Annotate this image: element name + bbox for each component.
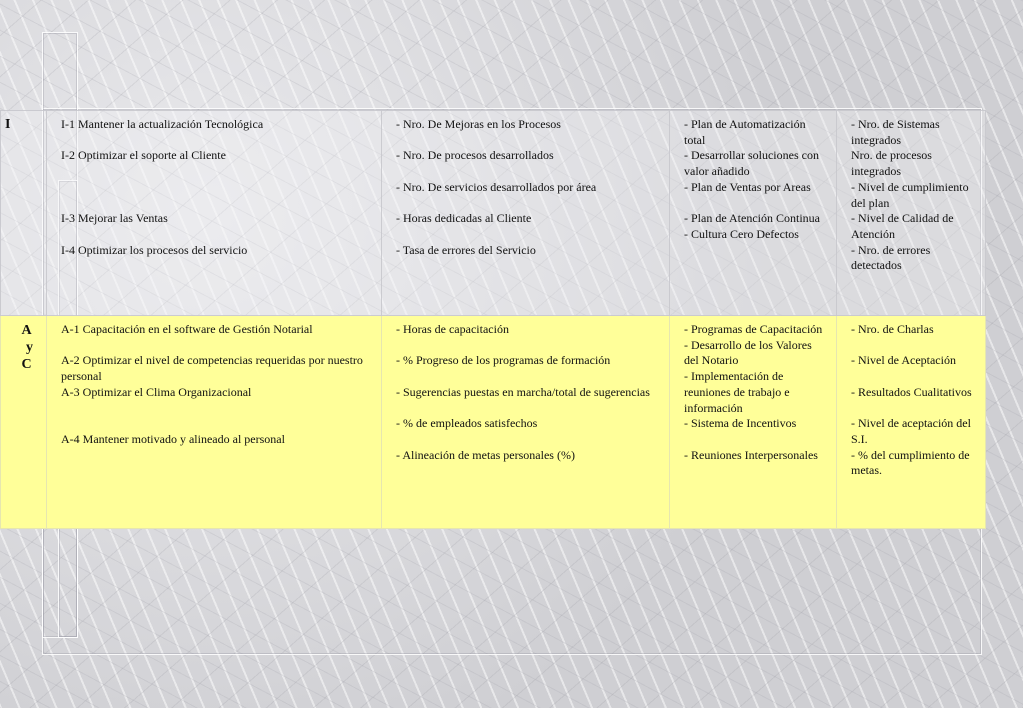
indicator-a2: - Nivel de Aceptación (851, 353, 956, 368)
metric-i5: - Tasa de errores del Servicio (396, 242, 536, 257)
metric-i3: - Nro. De servicios desarrollados por área (396, 179, 597, 194)
action-i4: - Plan de Atención Continua (684, 211, 820, 226)
objective-a4: A-4 Mantener motivado y alineado al personal (61, 431, 285, 446)
indicator-i1: - Nro. de Sistemas integrados (851, 117, 940, 147)
metric-a1: - Horas de capacitación (396, 322, 509, 336)
metric-a2: - % Progreso de los programas de formación (396, 353, 611, 368)
actions-cell (670, 316, 837, 529)
indicator-a4: - Nivel de aceptación del S.I. (851, 416, 971, 446)
metrics-cell (382, 316, 670, 529)
indicator-a3: - Resultados Cualitativos (851, 384, 972, 399)
action-a3: - Implementación de reuniones de trabajo e información (684, 369, 790, 415)
table-row-i (1, 111, 986, 316)
strategy-table (0, 110, 986, 529)
objective-a1: A-1 Capacitación en el software de Gestión Notarial (61, 322, 313, 336)
objective-i2: I-2 Optimizar el soporte al Cliente (61, 148, 226, 163)
action-a2: - Desarrollo de los Valores del Notario (684, 337, 812, 368)
action-i3: - Plan de Ventas por Areas (684, 179, 811, 194)
objectives-cell (47, 111, 382, 316)
metric-a4: - % de empleados satisfechos (396, 416, 538, 431)
objective-a3: A-3 Optimizar el Clima Organizacional (61, 384, 252, 399)
action-i1: - Plan de Automatización total (684, 117, 806, 147)
actions-cell (670, 111, 837, 316)
action-a4: - Sistema de Incentivos (684, 416, 797, 431)
indicator-i3: - Nivel de cumplimiento del plan (851, 179, 969, 210)
metric-a3: - Sugerencias puestas en marcha/total de sugerencias (396, 384, 650, 399)
table-row-ayc (1, 316, 986, 529)
code-letter-a: A (21, 323, 32, 338)
objectives-cell (47, 316, 382, 529)
objective-i1: I-1 Mantener la actualización Tecnológica (61, 117, 264, 131)
action-a5: - Reuniones Interpersonales (684, 447, 818, 462)
objective-i3: I-3 Mejorar las Ventas (61, 211, 168, 226)
code-letter-y: y (26, 340, 33, 355)
action-i5: - Cultura Cero Defectos (684, 226, 799, 241)
metric-i4: - Horas dedicadas al Cliente (396, 211, 532, 226)
metric-a5: - Alineación de metas personales (%) (396, 447, 575, 462)
metrics-cell (382, 111, 670, 316)
perspective-code-i: I (1, 111, 47, 316)
perspective-code-ayc (1, 316, 47, 529)
metric-i2: - Nro. De procesos desarrollados (396, 148, 554, 163)
indicator-i2: Nro. de procesos integrados (851, 148, 932, 179)
indicators-cell (837, 111, 986, 316)
objective-a2: A-2 Optimizar el nivel de competencias requeridas por nuestro personal (61, 353, 363, 384)
indicator-i5: - Nro. de errores detectados (851, 242, 931, 273)
objective-i4: I-4 Optimizar los procesos del servicio (61, 242, 248, 257)
code-letter-c: C (21, 357, 32, 372)
metric-i1: - Nro. De Mejoras en los Procesos (396, 117, 561, 131)
indicators-cell (837, 316, 986, 529)
indicator-a5: - % del cumplimiento de metas. (851, 447, 970, 478)
action-i2: - Desarrollar soluciones con valor añadido (684, 148, 819, 179)
indicator-a1: - Nro. de Charlas (851, 322, 934, 336)
action-a1: - Programas de Capacitación (684, 322, 823, 336)
indicator-i4: - Nivel de Calidad de Atención (851, 211, 954, 241)
